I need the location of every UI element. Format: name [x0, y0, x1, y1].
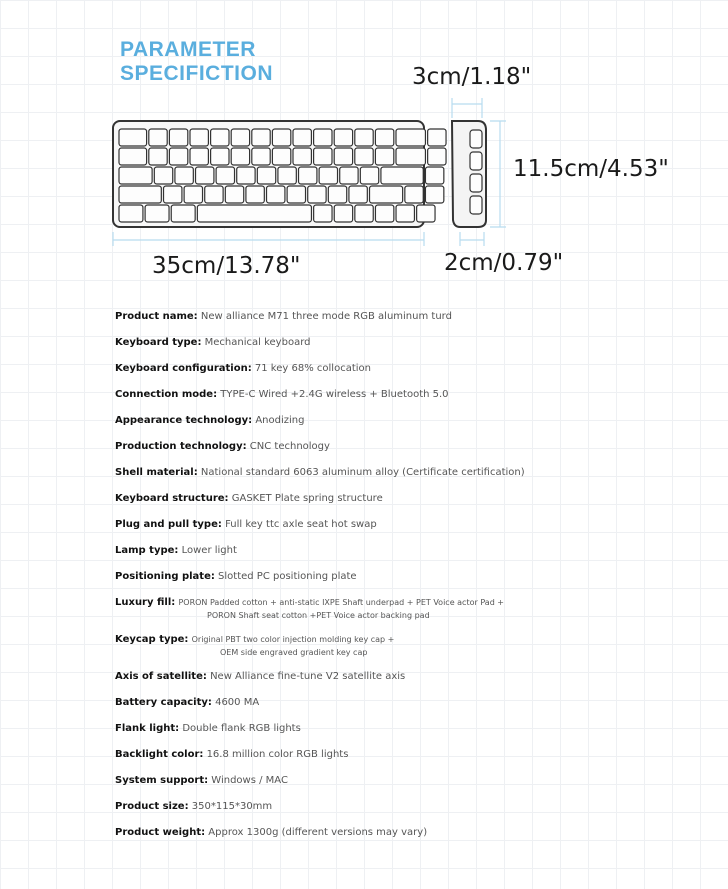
key-cap	[149, 148, 167, 165]
spec-value: 71 key 68% collocation	[254, 363, 371, 374]
spec-label: Connection mode:	[115, 389, 218, 400]
height-dimension-line	[490, 121, 506, 227]
key-cap	[211, 148, 229, 165]
key-cap	[370, 186, 403, 203]
key-cap	[272, 148, 290, 165]
key-cap	[428, 129, 446, 146]
key-cap	[119, 148, 147, 165]
key-cap	[417, 205, 435, 222]
spec-label: Luxury fill:	[115, 597, 176, 608]
key-cap	[231, 129, 249, 146]
key-cap	[334, 205, 352, 222]
spec-value: Anodizing	[255, 415, 305, 426]
spec-value: GASKET Plate spring structure	[231, 493, 383, 504]
side-key	[470, 152, 482, 170]
spec-label: Lamp type:	[115, 545, 179, 556]
spec-row	[115, 336, 635, 362]
spec-value: Approx 1300g (different versions may vary)	[208, 827, 428, 838]
spec-row	[115, 800, 635, 826]
dimension-height: 11.5cm/4.53"	[513, 156, 669, 182]
spec-value: New alliance M71 three mode RGB aluminum turd	[200, 311, 452, 322]
spec-label: Positioning plate:	[115, 571, 215, 582]
key-cap	[169, 129, 187, 146]
title-line-2: SPECIFICTION	[120, 62, 274, 85]
keyboard-front-view	[113, 121, 446, 227]
spec-value: CNC technology	[249, 441, 330, 452]
spec-label: Product weight:	[115, 827, 206, 838]
key-cap	[396, 129, 425, 146]
spec-value-continued: OEM side engraved gradient key cap	[220, 648, 368, 657]
key-cap	[164, 186, 182, 203]
spec-row	[115, 670, 635, 696]
key-cap	[375, 205, 393, 222]
key-cap	[252, 148, 270, 165]
spec-value-continued: PORON Shaft seat cotton +PET Voice actor backing pad	[207, 611, 430, 620]
key-cap	[428, 148, 446, 165]
spec-row	[115, 722, 635, 748]
spec-row	[115, 633, 635, 670]
spec-label: Keycap type:	[115, 634, 189, 645]
key-cap	[293, 148, 311, 165]
key-cap	[278, 167, 296, 184]
spec-list	[115, 310, 635, 852]
key-cap	[308, 186, 326, 203]
spec-row	[115, 696, 635, 722]
key-cap	[190, 148, 208, 165]
key-cap	[216, 167, 234, 184]
key-cap	[197, 205, 311, 222]
key-cap	[314, 129, 332, 146]
spec-value: National standard 6063 aluminum alloy (Certificate certification)	[200, 467, 525, 478]
spec-row	[115, 518, 635, 544]
dimension-length: 35cm/13.78"	[152, 253, 301, 279]
spec-row	[115, 414, 635, 440]
key-cap	[252, 129, 270, 146]
side-key	[470, 130, 482, 148]
spec-row	[115, 466, 635, 492]
key-cap	[349, 186, 367, 203]
key-cap	[381, 167, 423, 184]
spec-row	[115, 774, 635, 800]
side-key	[470, 196, 482, 214]
key-cap	[396, 205, 414, 222]
spec-label: Keyboard structure:	[115, 493, 229, 504]
keyboard-side-view	[452, 121, 486, 227]
key-cap	[328, 186, 346, 203]
spec-label: Axis of satellite:	[115, 671, 207, 682]
key-cap	[237, 167, 255, 184]
spec-row	[115, 310, 635, 336]
spec-label: Shell material:	[115, 467, 198, 478]
key-cap	[405, 186, 423, 203]
key-cap	[211, 129, 229, 146]
spec-row	[115, 544, 635, 570]
spec-value: 16.8 million color RGB lights	[206, 749, 349, 760]
key-cap	[314, 205, 332, 222]
spec-row	[115, 748, 635, 774]
key-cap	[231, 148, 249, 165]
length-dimension-line	[113, 232, 424, 246]
spec-label: Production technology:	[115, 441, 247, 452]
key-cap	[272, 129, 290, 146]
spec-label: Keyboard type:	[115, 337, 202, 348]
spec-value: Mechanical keyboard	[204, 337, 311, 348]
spec-row	[115, 362, 635, 388]
spec-value: Original PBT two color injection molding key cap +	[191, 635, 395, 644]
spec-row	[115, 596, 635, 633]
spec-value: Slotted PC positioning plate	[218, 571, 357, 582]
key-cap	[257, 167, 275, 184]
key-cap	[119, 205, 143, 222]
key-cap	[340, 167, 358, 184]
spec-label: System support:	[115, 775, 209, 786]
key-cap	[319, 167, 337, 184]
key-cap	[171, 205, 195, 222]
key-cap	[119, 186, 161, 203]
key-cap	[396, 148, 425, 165]
spec-label: Plug and pull type:	[115, 519, 222, 530]
spec-value: PORON Padded cotton + anti-static IXPE Shaft underpad + PET Voice actor Pad +	[178, 598, 505, 607]
key-cap	[334, 148, 352, 165]
spec-value: Full key ttc axle seat hot swap	[225, 519, 377, 530]
spec-row	[115, 388, 635, 414]
key-cap	[360, 167, 378, 184]
keyboard-illustration	[0, 0, 728, 300]
key-cap	[190, 129, 208, 146]
spec-value: Windows / MAC	[211, 775, 288, 786]
spec-label: Product name:	[115, 311, 198, 322]
key-cap	[355, 148, 373, 165]
spec-label: Flank light:	[115, 723, 180, 734]
spec-value: New Alliance fine-tune V2 satellite axis	[210, 671, 406, 682]
key-cap	[119, 129, 147, 146]
key-cap	[267, 186, 285, 203]
key-cap	[246, 186, 264, 203]
key-cap	[119, 167, 152, 184]
key-cap	[299, 167, 317, 184]
key-cap	[425, 186, 443, 203]
key-cap	[145, 205, 169, 222]
spec-row	[115, 492, 635, 518]
key-cap	[293, 129, 311, 146]
spec-row	[115, 440, 635, 466]
key-cap	[355, 205, 373, 222]
spec-label: Product size:	[115, 801, 189, 812]
key-cap	[314, 148, 332, 165]
key-cap	[425, 167, 443, 184]
key-cap	[375, 148, 393, 165]
key-cap	[149, 129, 167, 146]
spec-value: Double flank RGB lights	[182, 723, 301, 734]
thickness-top-dimension-line	[452, 98, 482, 118]
spec-label: Appearance technology:	[115, 415, 253, 426]
key-cap	[184, 186, 202, 203]
dimension-thickness-top: 3cm/1.18"	[412, 64, 532, 90]
spec-value: 4600 MA	[215, 697, 260, 708]
dimension-thickness-bottom: 2cm/0.79"	[444, 250, 564, 276]
key-cap	[154, 167, 172, 184]
thickness-bottom-dimension-line	[460, 232, 484, 246]
key-cap	[205, 186, 223, 203]
spec-value: 350*115*30mm	[191, 801, 273, 812]
key-cap	[169, 148, 187, 165]
spec-label: Keyboard configuration:	[115, 363, 252, 374]
spec-label: Backlight color:	[115, 749, 204, 760]
key-cap	[334, 129, 352, 146]
key-cap	[355, 129, 373, 146]
key-cap	[287, 186, 305, 203]
side-key	[470, 174, 482, 192]
key-cap	[196, 167, 214, 184]
spec-value: TYPE-C Wired +2.4G wireless + Bluetooth 5.0	[220, 389, 449, 400]
key-cap	[175, 167, 193, 184]
key-cap	[375, 129, 393, 146]
title-line-1: PARAMETER	[120, 38, 256, 61]
spec-label: Battery capacity:	[115, 697, 212, 708]
spec-value: Lower light	[181, 545, 237, 556]
spec-row	[115, 826, 635, 852]
key-cap	[225, 186, 243, 203]
spec-row	[115, 570, 635, 596]
